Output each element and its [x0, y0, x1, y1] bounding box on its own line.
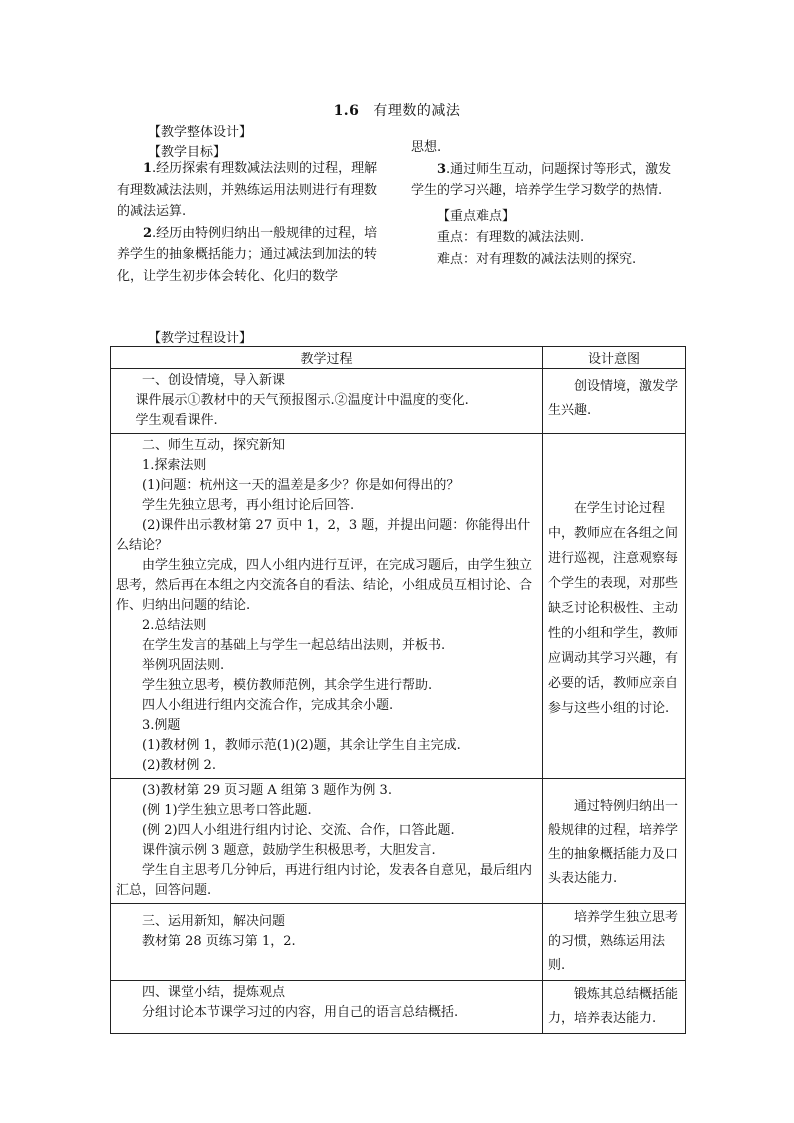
process-cell: 二、师生互动，探究新知 1.探索法则 (1)问题：杭州这一天的温差是多少？你是如何得出的？ 学生先独立思考，再小组讨论后回答. (2)课件出示教材第 27 页中 1，2，3 题，并提出问题：你能得出什么结论？ 由学生独立完成，四人小组内进行互评，在完成习题后，由学生独立思考，然后再在本组之内交流各自的看法、结论，小组成员互相讨论、合作、归纳出问题的结论. 2.总结法则 在学生发言的基础上与学生一起总结出法则，并板书. 举例巩固法则. 学生独立思考，模仿教师范例，其余学生进行帮助. 四人小组进行组内交流合作，完成其余小题. 3.例题 (1)教材例 1，教师示范(1)(2)题，其余让学生自主完成. (2)教材例 2.	[111, 434, 543, 779]
key-point: 重点：有理数的减法法则.	[437, 230, 585, 245]
process-table	[110, 346, 686, 1034]
section-number: 1.6	[333, 103, 360, 119]
process-cell: 一、创设情境，导入新课 课件展示①教材中的天气预报图示.②温度计中温度的变化. 学生观看课件.	[111, 369, 543, 434]
design-heading: 【教学整体设计】	[148, 125, 253, 140]
table-row	[111, 779, 686, 904]
header-intent: 设计意图	[543, 347, 686, 369]
table-header-row	[111, 347, 686, 369]
goal-1: 1.经历探索有理数减法法则的过程，理解有理数减法法则，并熟练运用法则进行有理数的减法运算.	[117, 161, 378, 219]
table-row	[111, 369, 686, 434]
goals-right-column	[411, 137, 683, 270]
intent-cell: 培养学生独立思考的习惯，熟练运用法则.	[543, 904, 686, 981]
section-title: 有理数的减法	[373, 103, 461, 119]
table-row	[111, 434, 686, 779]
intent-cell: 锻炼其总结概括能力，培养表达能力.	[543, 981, 686, 1034]
goal-2-continued: 思想.	[411, 140, 442, 155]
process-cell: 三、运用新知，解决问题 教材第 28 页练习第 1，2.	[111, 904, 543, 981]
goal-heading: 【教学目标】	[148, 145, 227, 160]
goal-3: 3.通过师生互动，问题探讨等形式，激发学生的学习兴趣，培养学生学习数学的热情.	[411, 161, 672, 198]
keypoint-heading: 【重点难点】	[437, 208, 516, 224]
intent-cell: 在学生讨论过程中，教师应在各组之间进行巡视，注意观察每个学生的表现，对那些缺乏讨论积极性、主动性的小组和学生，教师应调动其学习兴趣，有必要的话，教师应亲自参与这些小组的讨论.	[543, 434, 686, 779]
process-cell: (3)教材第 29 页习题 A 组第 3 题作为例 3. (例 1)学生独立思考口答此题. (例 2)四人小组进行组内讨论、交流、合作，口答此题. 课件演示例 3 题意，鼓励学生积极思考，大胆发言. 学生自主思考几分钟后，再进行组内讨论，发表各自意见，最后组内汇总，回答问题.	[111, 779, 543, 904]
process-cell: 四、课堂小结，提炼观点 分组讨论本节课学习过的内容，用自己的语言总结概括.	[111, 981, 543, 1034]
difficulty-point: 难点：对有理数的减法法则的探究.	[437, 251, 637, 267]
process-heading: 【教学过程设计】	[148, 331, 253, 346]
page-title	[0, 100, 794, 120]
intent-cell: 通过特例归纳出一般规律的过程，培养学生的抽象概括能力及口头表达能力.	[543, 779, 686, 904]
goal-2: 2.经历由特例归纳出一般规律的过程，培养学生的抽象概括能力；通过减法到加法的转化，让学生初步体会转化、化归的数学	[117, 225, 378, 284]
intent-cell: 创设情境，激发学生兴趣.	[543, 369, 686, 434]
goals-left-column	[117, 158, 389, 287]
table-row	[111, 981, 686, 1034]
header-process: 教学过程	[111, 347, 543, 369]
table-row	[111, 904, 686, 981]
